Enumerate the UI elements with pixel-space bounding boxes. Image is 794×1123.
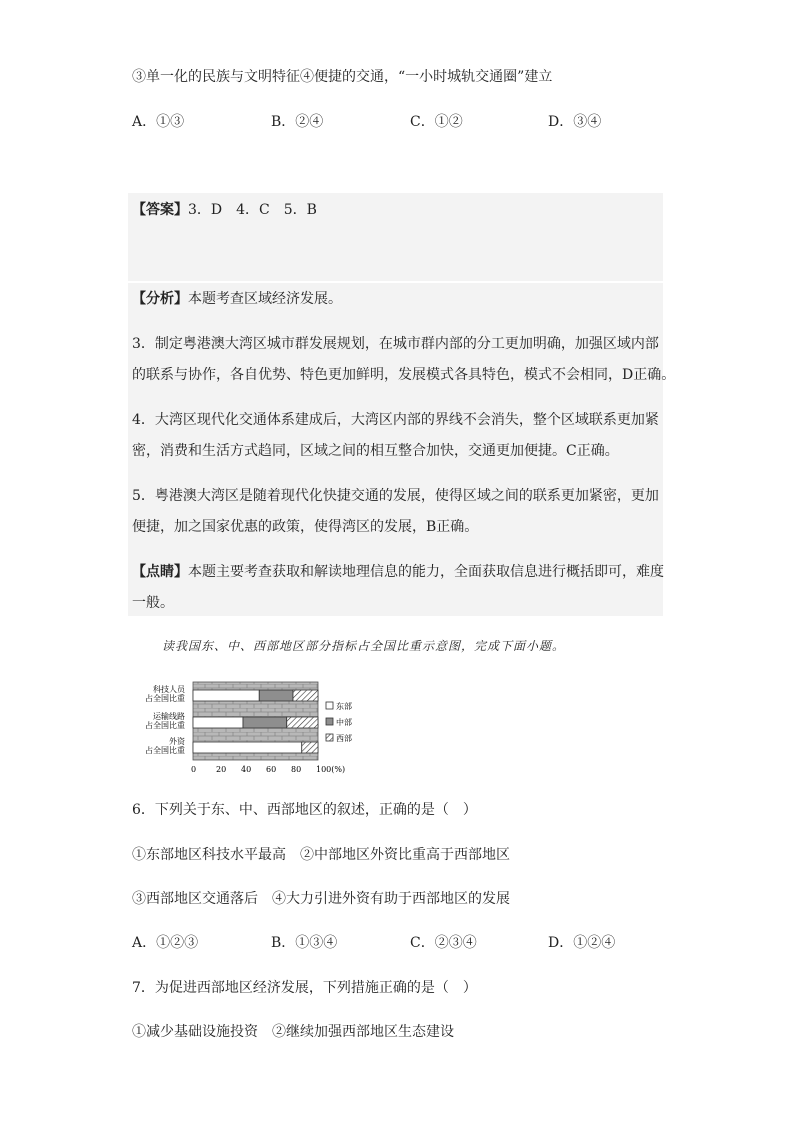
answer-label: 【答案】 bbox=[132, 202, 188, 218]
category-label: 运输线路 bbox=[153, 712, 185, 721]
answer-text: 3．D 4．C 5．B bbox=[188, 202, 317, 218]
q6-stem: 6．下列关于东、中、西部地区的叙述，正确的是（ ） bbox=[132, 802, 477, 818]
analysis-line bbox=[132, 289, 342, 309]
legend-label: 西部 bbox=[336, 734, 352, 743]
legend-swatch bbox=[326, 702, 333, 709]
x-tick-labels bbox=[191, 765, 345, 774]
category-label: 外资 bbox=[169, 737, 185, 746]
q6-option-d: D．①②④ bbox=[548, 935, 616, 951]
option-c: C．①② bbox=[410, 114, 463, 130]
q7-statement-1: ①减少基础设施投资 ②继续加强西部地区生态建设 bbox=[132, 1024, 454, 1040]
answer-analysis-box bbox=[128, 193, 663, 616]
x-tick-label: 100(%) bbox=[316, 765, 346, 774]
analysis-para5-line1: 5．粤港澳大湾区是随着现代化快捷交通的发展，使得区域之间的联系更加紧密，更加 bbox=[132, 488, 659, 504]
analysis-text: 本题考查区域经济发展。 bbox=[188, 291, 342, 307]
analysis-para4-line2: 密，消费和生活方式趋同，区域之间的相互整合加快，交通更加便捷。C正确。 bbox=[132, 443, 619, 459]
legend-label: 东部 bbox=[336, 702, 352, 711]
x-tick-label: 60 bbox=[266, 765, 277, 774]
legend bbox=[326, 701, 352, 743]
category-labels bbox=[145, 684, 186, 755]
category-label-sub: 占全国比重 bbox=[145, 746, 185, 755]
q6-option-b: B．①③④ bbox=[271, 935, 338, 951]
statement-line: ③单一化的民族与文明特征④便捷的交通，“一小时城轨交通圈”建立 bbox=[132, 69, 553, 85]
bar-segment-3-1 bbox=[193, 742, 302, 753]
chart-instruction: 读我国东、中、西部地区部分指标占全国比重示意图，完成下面小题。 bbox=[162, 639, 566, 653]
bar-segment-2-3 bbox=[287, 717, 318, 728]
bar-segment-1-1 bbox=[193, 690, 259, 701]
legend-swatch bbox=[326, 734, 333, 741]
x-tick-label: 80 bbox=[291, 765, 302, 774]
category-label: 科技人员 bbox=[153, 685, 185, 694]
analysis-para3-line1: 3．制定粤港澳大湾区城市群发展规划，在城市群内部的分工更加明确，加强区域内部 bbox=[132, 336, 659, 352]
x-tick-label: 20 bbox=[216, 765, 227, 774]
option-a: A．①③ bbox=[132, 114, 185, 130]
legend-label: 中部 bbox=[336, 718, 352, 727]
bar-segment-2-1 bbox=[193, 717, 243, 728]
analysis-para3-line2: 的联系与协作，各自优势、特色更加鲜明，发展模式各具特色，模式不会相同，D正确。 bbox=[132, 367, 676, 383]
legend-swatch bbox=[326, 718, 333, 725]
q6-statement-2: ③西部地区交通落后 ④大力引进外资有助于西部地区的发展 bbox=[132, 891, 510, 907]
q6-statement-1: ①东部地区科技水平最高 ②中部地区外资比重高于西部地区 bbox=[132, 847, 510, 863]
stacked-bar-chart bbox=[128, 676, 368, 780]
bar-segment-1-3 bbox=[293, 690, 318, 701]
option-b: B．②④ bbox=[271, 114, 324, 130]
x-tick-label: 40 bbox=[241, 765, 252, 774]
q6-option-a: A．①②③ bbox=[132, 935, 199, 951]
bar-segment-1-2 bbox=[259, 690, 293, 701]
q7-stem: 7．为促进西部地区经济发展，下列措施正确的是（ ） bbox=[132, 980, 477, 996]
category-label-sub: 占全国比重 bbox=[145, 721, 185, 730]
tip-line bbox=[132, 562, 664, 582]
answer-line bbox=[132, 200, 317, 220]
tip-line-2: 一般。 bbox=[132, 595, 174, 611]
tip-text: 本题主要考查获取和解读地理信息的能力，全面获取信息进行概括即可，难度 bbox=[188, 564, 664, 580]
bar-segment-2-2 bbox=[243, 717, 287, 728]
tip-label: 【点睛】 bbox=[132, 564, 188, 580]
bar-group bbox=[193, 690, 318, 753]
x-tick-label: 0 bbox=[191, 765, 197, 774]
option-d: D．③④ bbox=[548, 114, 602, 130]
analysis-para5-line2: 便捷，加之国家优惠的政策，使得湾区的发展，B正确。 bbox=[132, 519, 479, 535]
analysis-para4-line1: 4．大湾区现代化交通体系建成后，大湾区内部的界线不会消失，整个区域联系更加紧 bbox=[132, 412, 659, 428]
category-label-sub: 占全国比重 bbox=[145, 694, 185, 703]
bar-segment-3-3 bbox=[302, 742, 318, 753]
analysis-label: 【分析】 bbox=[132, 291, 188, 307]
q6-option-c: C．②③④ bbox=[410, 935, 477, 951]
